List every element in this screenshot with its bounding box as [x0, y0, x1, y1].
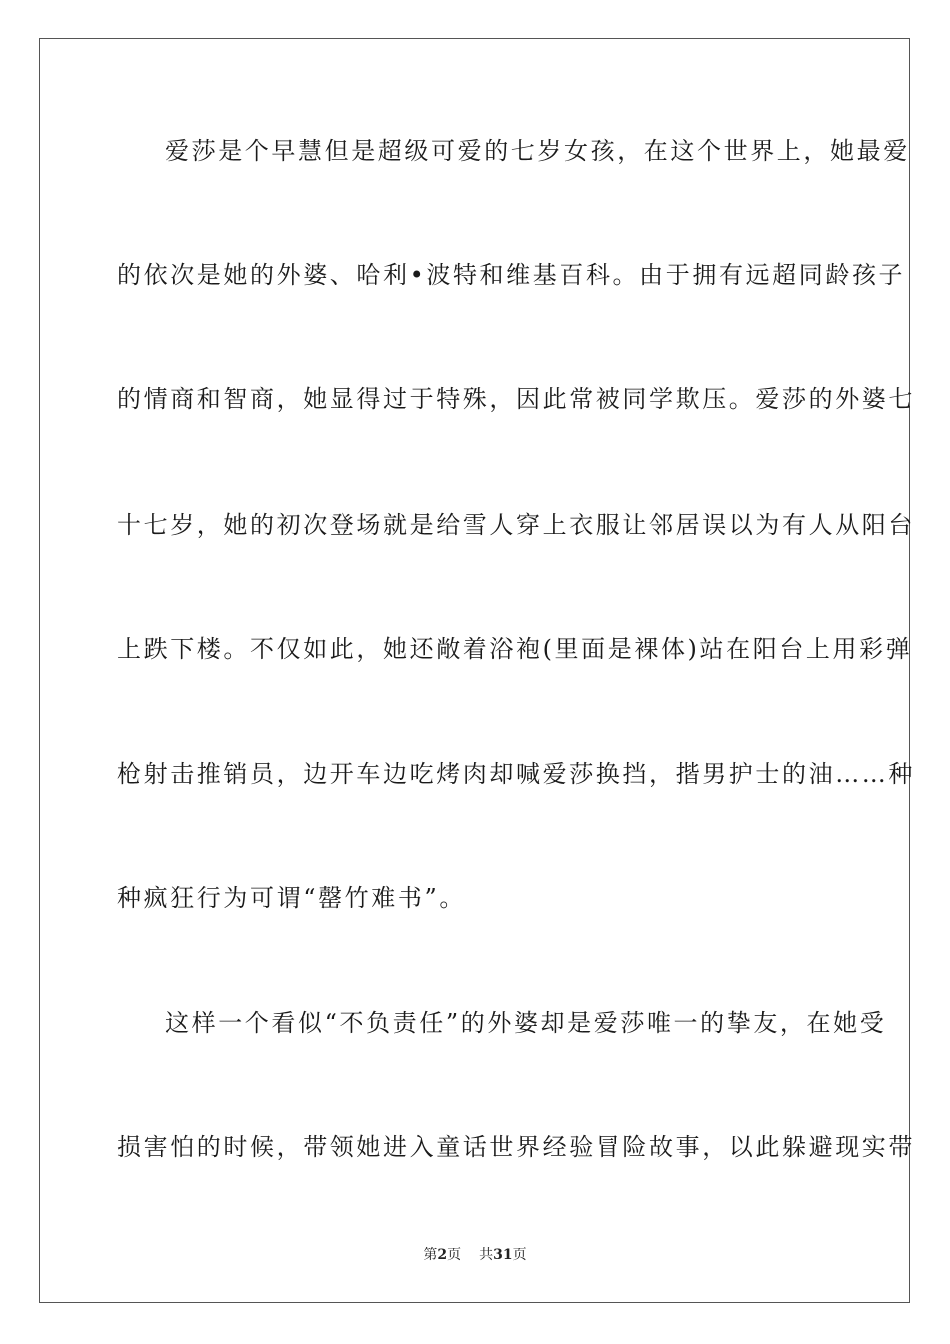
current-page-number: 2 [437, 1247, 448, 1263]
page-border [39, 38, 915, 1303]
paragraph-1-line-5: 上跌下楼。不仅如此，她还敞着浴袍(里面是裸体)站在阳台上用彩弹 [117, 635, 913, 663]
paragraph-1-line-1: 爱莎是个早慧但是超级可爱的七岁女孩，在这个世界上，她最爱 [165, 137, 910, 165]
total-suffix: 页 [512, 1247, 527, 1263]
page-suffix: 页 [447, 1247, 462, 1263]
paragraph-1-line-4: 十七岁，她的初次登场就是给雪人穿上衣服让邻居误以为有人从阳台 [117, 511, 915, 539]
paragraph-1-line-6: 枪射击推销员，边开车边吃烤肉却喊爱莎换挡，揩男护士的油……种 [117, 760, 915, 788]
paragraph-2-line-2: 损害怕的时候，带领她进入童话世界经验冒险故事，以此躲避现实带 [117, 1133, 915, 1161]
paragraph-2-line-1: 这样一个看似“不负责任”的外婆却是爱莎唯一的挚友，在她受 [165, 1009, 887, 1037]
page-prefix: 第 [423, 1247, 438, 1263]
paragraph-1-line-3: 的情商和智商，她显得过于特殊，因此常被同学欺压。爱莎的外婆七 [117, 385, 915, 413]
total-pages-number: 31 [493, 1247, 513, 1263]
paragraph-1-line-2: 的依次是她的外婆、哈利•波特和维基百科。由于拥有远超同龄孩子 [117, 261, 906, 289]
page-footer [0, 1245, 950, 1265]
paragraph-1-line-7: 种疯狂行为可谓“罄竹难书”。 [117, 884, 466, 912]
total-prefix: 共 [479, 1247, 494, 1263]
